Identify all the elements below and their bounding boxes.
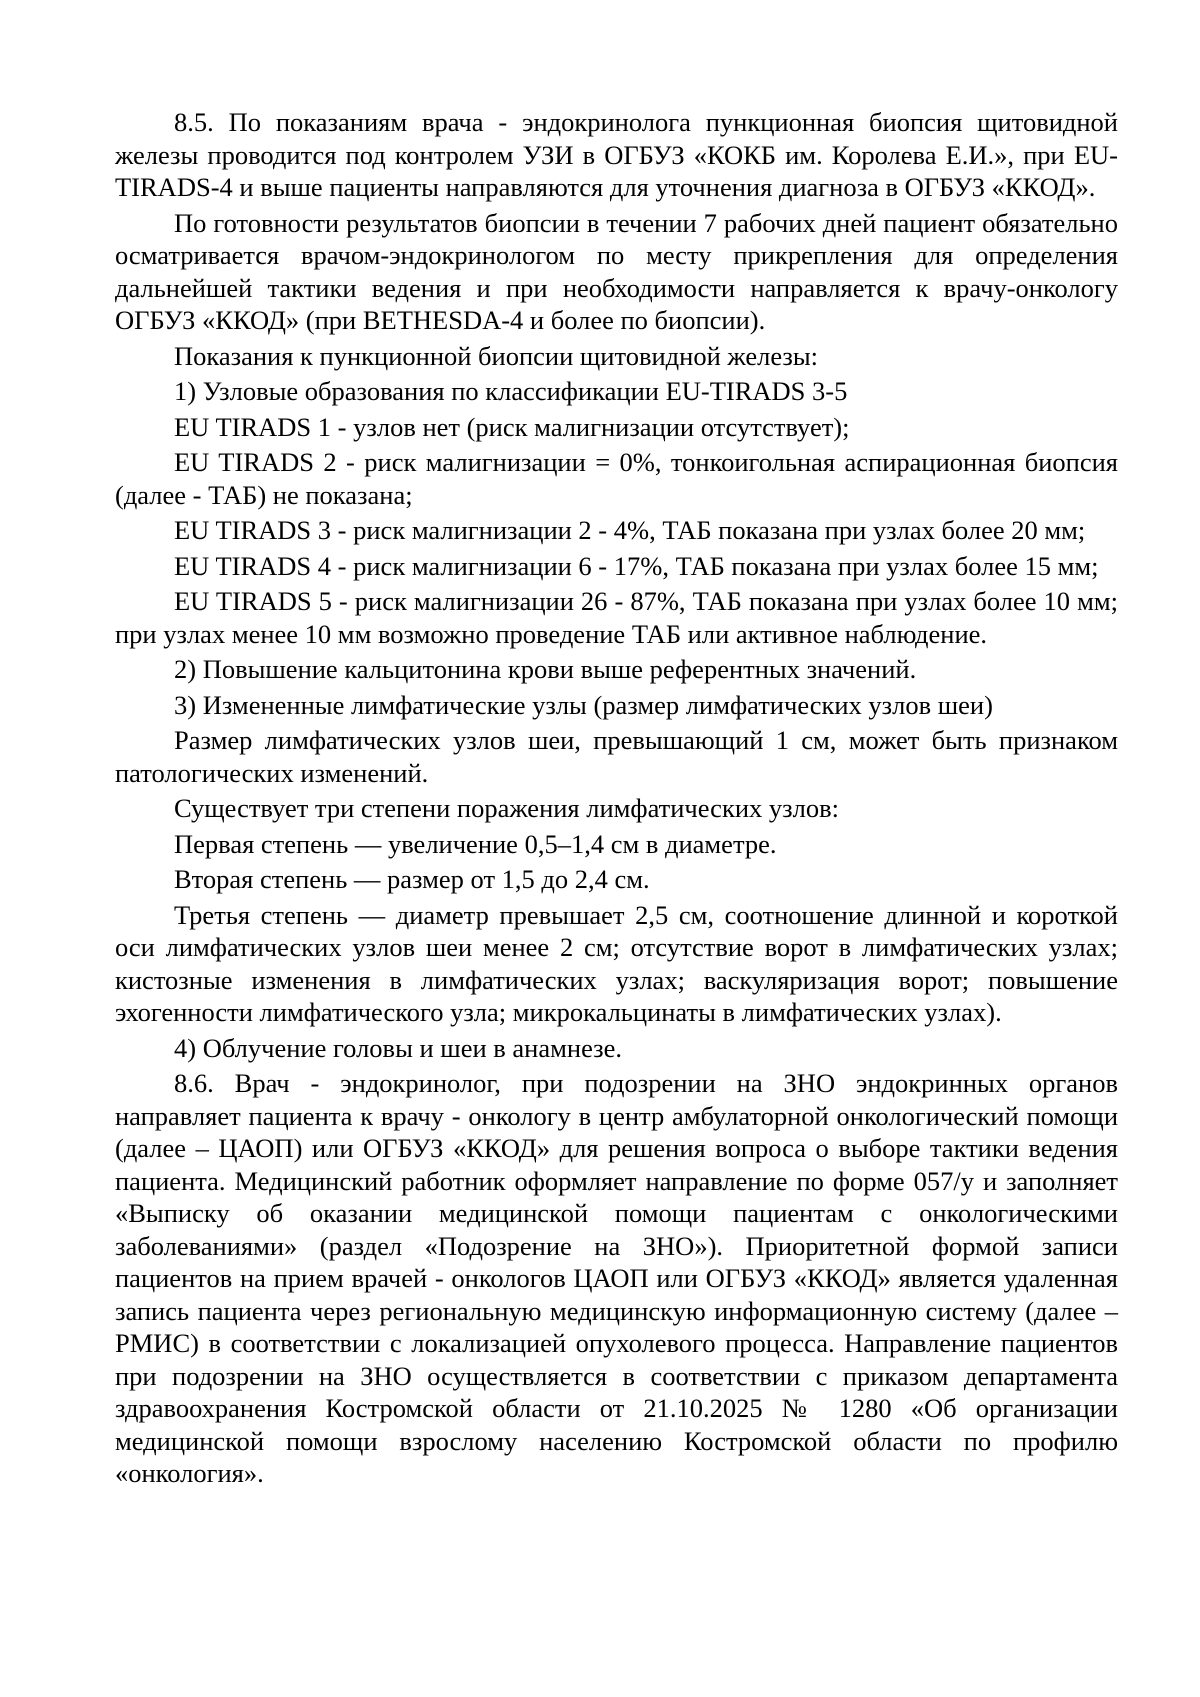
- list-item-1-nodules: 1) Узловые образования по классификации EU-TIRADS 3-5: [174, 376, 848, 406]
- paragraph-8-6: 8.6. Врач - эндокринолог, при подозрении на ЗНО эндокринных органов направляет пациента к врачу - онкологу в центр амбулаторной онкологический помощи (далее – ЦАОП) или ОГБУЗ «ККОД» для решения вопроса о выборе тактики ведения пациента. Медицинский работник оформляет направление по форме 057/у и заполняет «Выписку об оказании медицинской помощи пациентам с онкологическими заболеваниями» (раздел «Подозрение на ЗНО»). Приоритетной формой записи пациентов на прием врачей - онкологов ЦАОП или ОГБУЗ «ККОД» является удаленная запись пациента через региональную медицинскую информационную систему (далее – РМИС) в соответствии с локализацией опухолевого процесса. Направление пациентов при подозрении на ЗНО осуществляется в соответствии с приказом департамента здравоохранения Костромской области от 21.10.2025 № 1280 «Об организации медицинской помощи взрослому населению Костромской области по профилю «онкология».: [115, 1068, 1118, 1488]
- paragraph-lesion-degrees: Существует три степени поражения лимфатических узлов:: [174, 793, 839, 823]
- tirads-5-item: EU TIRADS 5 - риск малигнизации 26 - 87%, ТАБ показана при узлах более 10 мм; при узлах менее 10 мм возможно проведение ТАБ или активное наблюдение.: [115, 586, 1118, 649]
- paragraph-biopsy-results: По готовности результатов биопсии в течении 7 рабочих дней пациент обязательно осматривается врачом-эндокринологом по месту прикрепления для определения дальнейшей тактики ведения и при необходимости направляется к врачу-онкологу ОГБУЗ «ККОД» (при BETHESDA-4 и более по биопсии).: [115, 207, 1118, 335]
- tirads-1-item: EU TIRADS 1 - узлов нет (риск малигнизации отсутствует);: [174, 411, 850, 442]
- paragraph-indications-heading: Показания к пункционной биопсии щитовидной железы:: [174, 340, 819, 371]
- tirads-3-item: EU TIRADS 3 - риск малигнизации 2 - 4%, ТАБ показана при узлах более 20 мм;: [174, 515, 1086, 545]
- degree-1-item: Первая степень — увеличение 0,5–1,4 см в диаметре.: [174, 828, 777, 859]
- paragraph-lymph-node-size: Размер лимфатических узлов шеи, превышающий 1 см, может быть признаком патологических изменений.: [115, 725, 1118, 788]
- list-item-2-calcitonin: 2) Повышение кальцитонина крови выше референтных значений.: [174, 654, 917, 684]
- tirads-4-item: EU TIRADS 4 - риск малигнизации 6 - 17%, ТАБ показана при узлах более 15 мм;: [174, 550, 1099, 581]
- list-item-4-irradiation: 4) Облучение головы и шеи в анамнезе.: [174, 1032, 623, 1063]
- tirads-2-item: EU TIRADS 2 - риск малигнизации = 0%, тонкоигольная аспирационная биопсия (далее - ТАБ) не показана;: [115, 447, 1118, 510]
- degree-3-item: Третья степень — диаметр превышает 2,5 см, соотношение длинной и короткой оси лимфатических узлов шеи менее 2 см; отсутствие ворот в лимфатических узлах; кистозные изменения в лимфатических узлах; васкуляризация ворот; повышение эхогенности лимфатического узла; микрокальцинаты в лимфатических узлах).: [115, 899, 1118, 1027]
- paragraph-8-5: 8.5. По показаниям врача - эндокринолога пункционная биопсия щитовидной железы проводится под контролем УЗИ в ОГБУЗ «КОКБ им. Королева Е.И.», при EU-TIRADS-4 и выше пациенты направляются для уточнения диагноза в ОГБУЗ «ККОД».: [115, 107, 1118, 202]
- degree-2-item: Вторая степень — размер от 1,5 до 2,4 см.: [174, 864, 650, 894]
- list-item-3-lymph-nodes: 3) Измененные лимфатические узлы (размер лимфатических узлов шеи): [174, 689, 993, 720]
